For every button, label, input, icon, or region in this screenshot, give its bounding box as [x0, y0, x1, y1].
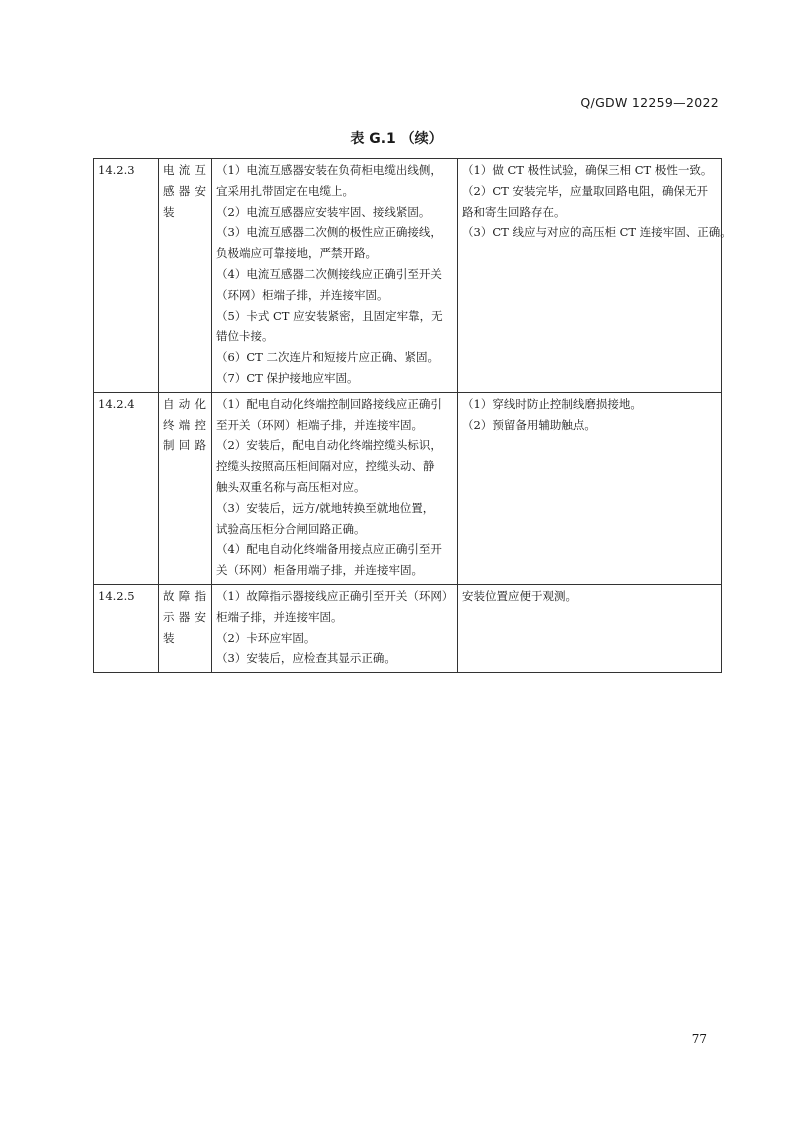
- table-row: [94, 159, 722, 393]
- table-row: [94, 584, 722, 672]
- notes-cell: [458, 392, 722, 584]
- item-name: [159, 392, 212, 584]
- item-name-line: 电流互: [163, 163, 207, 177]
- requirement-line: 触头双重名称与高压柜对应。: [216, 479, 366, 494]
- requirement-line: 控缆头按照高压柜间隔对应，控缆头动、静: [216, 459, 435, 474]
- item-number: 14.2.4: [94, 392, 159, 584]
- requirement-line: （2）卡环应牢固。: [216, 630, 316, 645]
- requirements-cell: [212, 392, 458, 584]
- requirement-line: 至开关（环网）柜端子排，并连接牢固。: [216, 417, 423, 432]
- item-name-line: 感器安: [163, 183, 207, 198]
- spec-table: [93, 158, 732, 673]
- document-code: Q/GDW 12259—2022: [580, 95, 719, 110]
- item-name-line: 装: [163, 630, 176, 645]
- item-name-line: 制回路: [163, 438, 207, 453]
- table-row: [94, 392, 722, 584]
- page-number: 77: [691, 1032, 707, 1046]
- requirement-line: 试验高压柜分合闸回路正确。: [216, 521, 366, 536]
- requirement-line: （3）电流互感器二次侧的极性应正确接线，: [216, 225, 442, 240]
- requirement-line: 柜端子排，并连接牢固。: [216, 609, 343, 624]
- note-line: 安装位置应便于观测。: [462, 588, 577, 603]
- note-line: （2）预留备用辅助触点。: [462, 417, 596, 432]
- table-title: 表 G.1 （续）: [350, 131, 443, 147]
- requirement-line: （4）配电自动化终端备用接点应正确引至开: [216, 542, 442, 557]
- item-name: [159, 159, 212, 393]
- requirement-line: （4）电流互感器二次侧接线应正确引至开关: [216, 266, 442, 281]
- requirement-line: （5）卡式 CT 应安装紧密，且固定牢靠，无: [216, 308, 443, 323]
- requirement-line: 错位卡接。: [216, 329, 274, 344]
- requirement-line: （1）配电自动化终端控制回路接线应正确引: [216, 396, 442, 411]
- requirement-line: （6）CT 二次连片和短接片应正确、紧固。: [216, 350, 439, 365]
- requirement-line: （2）安装后，配电自动化终端控缆头标识，: [216, 438, 442, 453]
- requirement-line: （1）电流互感器安装在负荷柜电缆出线侧，: [216, 163, 442, 177]
- item-number: 14.2.3: [94, 159, 159, 393]
- notes-cell: [458, 584, 722, 672]
- requirement-line: （3）安装后，应检查其显示正确。: [216, 651, 396, 666]
- note-line: （2）CT 安装完毕，应量取回路电阻，确保无开: [462, 183, 708, 198]
- note-line: （1）穿线时防止控制线磨损接地。: [462, 396, 642, 411]
- requirement-line: 关（环网）柜备用端子排，并连接牢固。: [216, 563, 423, 578]
- notes-cell: [458, 159, 732, 393]
- requirements-cell: [212, 584, 458, 672]
- note-line: （3）CT 线应与对应的高压柜 CT 连接牢固、正确。: [462, 225, 732, 240]
- note-line: （1）做 CT 极性试验，确保三相 CT 极性一致。: [462, 163, 713, 177]
- note-line: 路和寄生回路存在。: [462, 204, 566, 219]
- requirement-line: 负极端应可靠接地，严禁开路。: [216, 246, 377, 261]
- requirement-line: （1）故障指示器接线应正确引至开关（环网）: [216, 588, 454, 603]
- item-name-line: 示器安: [163, 609, 207, 624]
- requirement-line: （2）电流互感器应安装牢固、接线紧固。: [216, 204, 431, 219]
- item-name: [159, 584, 212, 672]
- requirement-line: （7）CT 保护接地应牢固。: [216, 370, 359, 385]
- requirement-line: 宜采用扎带固定在电缆上。: [216, 183, 354, 198]
- item-name-line: 故障指: [163, 588, 207, 603]
- item-number: 14.2.5: [94, 584, 159, 672]
- requirement-line: （3）安装后，远方/就地转换至就地位置，: [216, 500, 435, 515]
- item-name-line: 装: [163, 204, 176, 219]
- item-name-line: 自动化: [163, 396, 207, 411]
- requirements-cell: [212, 159, 458, 393]
- item-name-line: 终端控: [163, 417, 207, 432]
- requirement-line: （环网）柜端子排，并连接牢固。: [216, 287, 389, 302]
